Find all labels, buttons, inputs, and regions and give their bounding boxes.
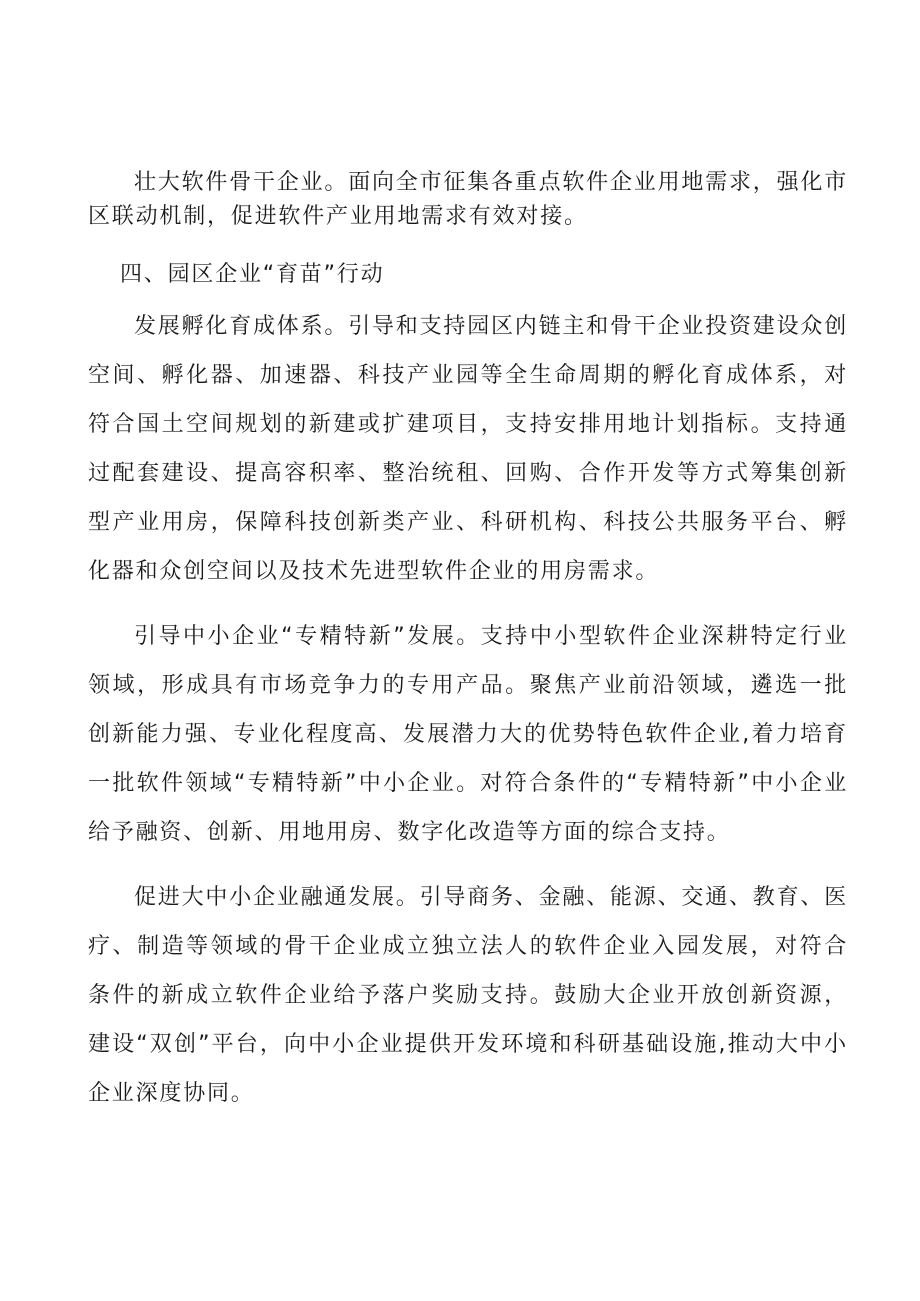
paragraph-incubation-system: 发展孵化育成体系。引导和支持园区内链主和骨干企业投资建设众创空间、孵化器、加速器、科技产业园等全生命周期的孵化育成体系，对符合国土空间规划的新建或扩建项目，支持安排用地计划指标。支持通过配套建设、提高容积率、整治统租、回购、合作开发等方式筹集创新型产业用房，保障科技创新类产业、科研机构、科技公共服务平台、孵化器和众创空间以及技术先进型软件企业的用房需求。	[88, 314, 849, 584]
section-heading: 四、园区企业“育苗”行动	[120, 262, 385, 287]
paragraph-software-backbone: 壮大软件骨干企业。面向全市征集各重点软件企业用地需求，强化市区联动机制，促进软件产业用地需求有效对接。	[88, 170, 849, 229]
paragraph-integrated-development: 促进大中小企业融通发展。引导商务、金融、能源、交通、教育、医疗、制造等领域的骨干企业成立独立法人的软件企业入园发展，对符合条件的新成立软件企业给予落户奖励支持。鼓励大企业开放创新资源，建设“双创”平台，向中小企业提供开发环境和科研基础设施,推动大中小企业深度协同。	[88, 885, 849, 1106]
paragraph-specialized-smes: 引导中小企业“专精特新”发展。支持中小型软件企业深耕特定行业领域，形成具有市场竞争力的专用产品。聚焦产业前沿领域，遴选一批创新能力强、专业化程度高、发展潜力大的优势特色软件企业,着力培育一批软件领域“专精特新”中小企业。对符合条件的“专精特新”中小企业给予融资、创新、用地用房、数字化改造等方面的综合支持。	[88, 624, 848, 845]
